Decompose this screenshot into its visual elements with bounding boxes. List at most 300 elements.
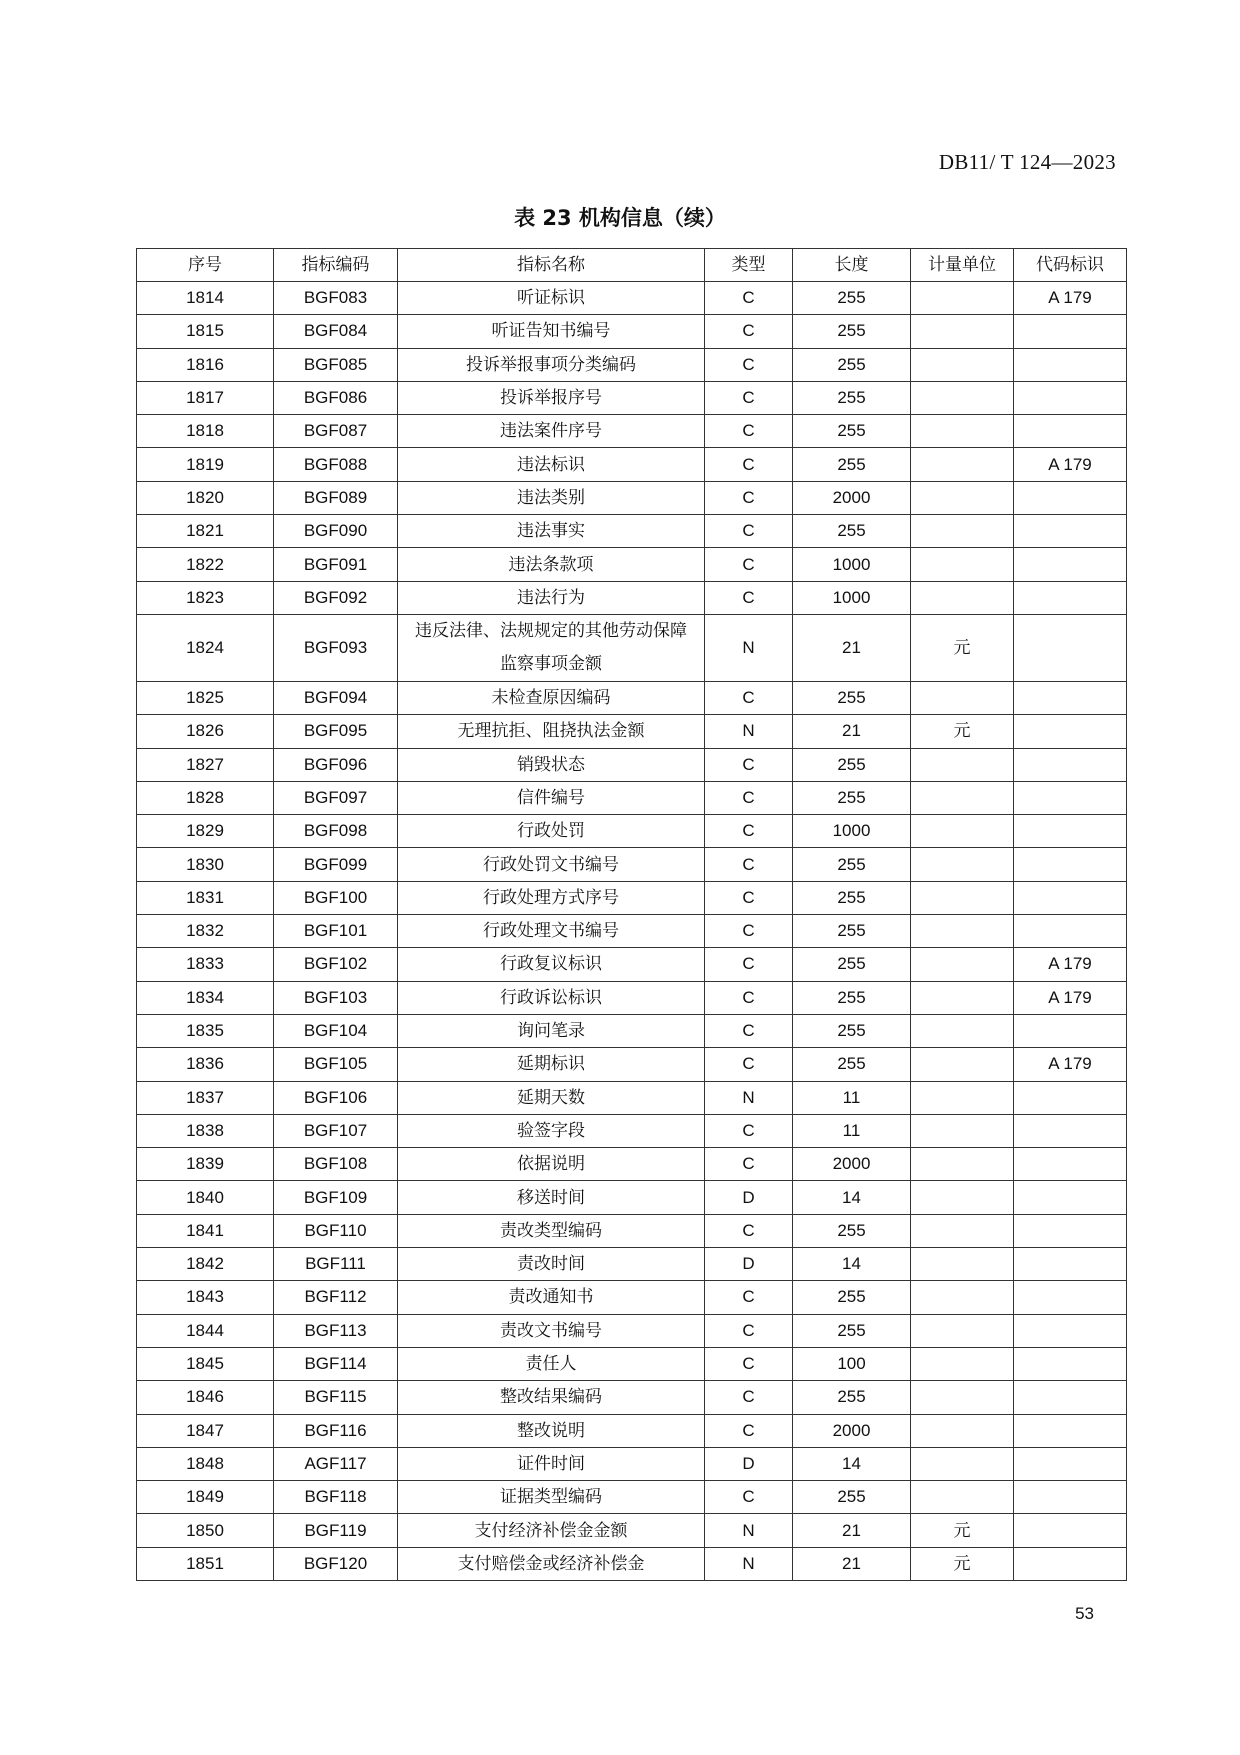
cell-unit [911, 448, 1014, 481]
cell-name: 整改结果编码 [398, 1381, 705, 1414]
cell-code: BGF103 [274, 981, 398, 1014]
cell-length: 1000 [793, 548, 911, 581]
cell-index: 1829 [137, 815, 274, 848]
cell-code-id [1014, 1381, 1127, 1414]
cell-unit [911, 1114, 1014, 1147]
column-header-code: 指标编码 [274, 249, 398, 282]
cell-index: 1842 [137, 1248, 274, 1281]
cell-code: BGF111 [274, 1248, 398, 1281]
cell-code-id [1014, 881, 1127, 914]
table-title: 表 23 机构信息（续） [514, 206, 726, 230]
cell-code-id [1014, 915, 1127, 948]
cell-code-id [1014, 614, 1127, 681]
cell-length: 255 [793, 415, 911, 448]
cell-length: 21 [793, 715, 911, 748]
cell-name: 责任人 [398, 1347, 705, 1380]
cell-type: C [705, 881, 793, 914]
cell-length: 21 [793, 614, 911, 681]
cell-unit [911, 1414, 1014, 1447]
cell-index: 1816 [137, 348, 274, 381]
cell-unit [911, 1447, 1014, 1480]
cell-unit [911, 1481, 1014, 1514]
cell-index: 1832 [137, 915, 274, 948]
cell-code-id [1014, 1114, 1127, 1147]
cell-unit [911, 915, 1014, 948]
cell-code: BGF108 [274, 1148, 398, 1181]
table-row [137, 881, 1127, 914]
cell-name: 违法行为 [398, 581, 705, 614]
cell-name: 无理抗拒、阻挠执法金额 [398, 715, 705, 748]
cell-type: C [705, 681, 793, 714]
column-header-code-id: 代码标识 [1014, 249, 1127, 282]
cell-code-id [1014, 1281, 1127, 1314]
cell-index: 1844 [137, 1314, 274, 1347]
cell-name: 销毁状态 [398, 748, 705, 781]
cell-index: 1835 [137, 1014, 274, 1047]
cell-index: 1817 [137, 381, 274, 414]
table-row [137, 1547, 1127, 1580]
cell-index: 1843 [137, 1281, 274, 1314]
cell-name: 信件编号 [398, 781, 705, 814]
cell-code-id [1014, 1447, 1127, 1480]
cell-type: D [705, 1447, 793, 1480]
cell-type: C [705, 1281, 793, 1314]
table-row [137, 915, 1127, 948]
cell-length: 255 [793, 948, 911, 981]
cell-code-id [1014, 1081, 1127, 1114]
cell-type: C [705, 1347, 793, 1380]
cell-code: BGF087 [274, 415, 398, 448]
cell-index: 1824 [137, 614, 274, 681]
cell-unit [911, 415, 1014, 448]
data-table-container [136, 248, 1126, 1581]
cell-code-id [1014, 1414, 1127, 1447]
cell-code: BGF101 [274, 915, 398, 948]
cell-name: 支付赔偿金或经济补偿金 [398, 1547, 705, 1580]
cell-name: 行政诉讼标识 [398, 981, 705, 1014]
table-row [137, 282, 1127, 315]
cell-unit [911, 881, 1014, 914]
cell-name: 行政处罚 [398, 815, 705, 848]
cell-code-id [1014, 715, 1127, 748]
cell-name: 责改文书编号 [398, 1314, 705, 1347]
table-row [137, 1214, 1127, 1247]
table-row [137, 681, 1127, 714]
column-header-name: 指标名称 [398, 249, 705, 282]
cell-length: 255 [793, 515, 911, 548]
cell-type: C [705, 448, 793, 481]
cell-length: 255 [793, 881, 911, 914]
cell-type: N [705, 1081, 793, 1114]
cell-length: 2000 [793, 1414, 911, 1447]
cell-code: BGF089 [274, 481, 398, 514]
cell-type: C [705, 1481, 793, 1514]
cell-unit: 元 [911, 614, 1014, 681]
cell-unit [911, 1081, 1014, 1114]
cell-unit [911, 981, 1014, 1014]
cell-code: BGF116 [274, 1414, 398, 1447]
table-row [137, 948, 1127, 981]
cell-name: 违法条款项 [398, 548, 705, 581]
table-row [137, 1481, 1127, 1514]
cell-name: 听证标识 [398, 282, 705, 315]
table-row [137, 614, 1127, 681]
cell-code-id [1014, 1481, 1127, 1514]
cell-code: BGF083 [274, 282, 398, 315]
cell-code-id [1014, 315, 1127, 348]
cell-name: 证件时间 [398, 1447, 705, 1480]
cell-index: 1848 [137, 1447, 274, 1480]
cell-code: BGF115 [274, 1381, 398, 1414]
cell-code: BGF120 [274, 1547, 398, 1580]
cell-name: 违法事实 [398, 515, 705, 548]
cell-unit: 元 [911, 715, 1014, 748]
cell-name: 责改通知书 [398, 1281, 705, 1314]
cell-index: 1834 [137, 981, 274, 1014]
cell-name: 未检查原因编码 [398, 681, 705, 714]
cell-length: 255 [793, 1048, 911, 1081]
cell-length: 11 [793, 1081, 911, 1114]
table-row [137, 415, 1127, 448]
cell-type: C [705, 1114, 793, 1147]
cell-type: D [705, 1248, 793, 1281]
cell-length: 21 [793, 1547, 911, 1580]
cell-name: 支付经济补偿金金额 [398, 1514, 705, 1547]
cell-type: C [705, 815, 793, 848]
cell-code-id [1014, 1014, 1127, 1047]
column-header-unit: 计量单位 [911, 249, 1014, 282]
cell-index: 1846 [137, 1381, 274, 1414]
cell-length: 255 [793, 1214, 911, 1247]
table-row [137, 1314, 1127, 1347]
cell-type: C [705, 1414, 793, 1447]
cell-code: BGF091 [274, 548, 398, 581]
cell-name: 依据说明 [398, 1148, 705, 1181]
cell-type: N [705, 614, 793, 681]
cell-unit [911, 815, 1014, 848]
cell-unit [911, 381, 1014, 414]
table-row [137, 781, 1127, 814]
cell-type: D [705, 1181, 793, 1214]
table-row [137, 448, 1127, 481]
table-row [137, 515, 1127, 548]
cell-unit [911, 1281, 1014, 1314]
cell-type: C [705, 515, 793, 548]
cell-unit [911, 481, 1014, 514]
table-row [137, 581, 1127, 614]
table-row [137, 1414, 1127, 1447]
cell-index: 1818 [137, 415, 274, 448]
cell-length: 255 [793, 1314, 911, 1347]
cell-index: 1837 [137, 1081, 274, 1114]
cell-index: 1827 [137, 748, 274, 781]
cell-index: 1815 [137, 315, 274, 348]
cell-code-id [1014, 1347, 1127, 1380]
cell-index: 1851 [137, 1547, 274, 1580]
cell-code: BGF113 [274, 1314, 398, 1347]
cell-unit [911, 1048, 1014, 1081]
cell-index: 1819 [137, 448, 274, 481]
cell-code-id [1014, 1314, 1127, 1347]
cell-code-id [1014, 348, 1127, 381]
cell-name: 投诉举报事项分类编码 [398, 348, 705, 381]
cell-unit: 元 [911, 1547, 1014, 1580]
cell-type: C [705, 1381, 793, 1414]
table-row [137, 1347, 1127, 1380]
cell-name: 责改类型编码 [398, 1214, 705, 1247]
cell-unit [911, 1148, 1014, 1181]
cell-name: 投诉举报序号 [398, 381, 705, 414]
cell-length: 255 [793, 681, 911, 714]
cell-index: 1823 [137, 581, 274, 614]
cell-unit [911, 781, 1014, 814]
cell-type: C [705, 581, 793, 614]
cell-unit: 元 [911, 1514, 1014, 1547]
cell-code: BGF109 [274, 1181, 398, 1214]
cell-type: C [705, 781, 793, 814]
cell-unit [911, 1248, 1014, 1281]
cell-unit [911, 1381, 1014, 1414]
cell-index: 1849 [137, 1481, 274, 1514]
cell-type: C [705, 1048, 793, 1081]
table-row [137, 548, 1127, 581]
cell-name: 听证告知书编号 [398, 315, 705, 348]
table-row [137, 1114, 1127, 1147]
cell-type: C [705, 381, 793, 414]
cell-length: 255 [793, 448, 911, 481]
cell-code-id [1014, 1514, 1127, 1547]
column-header-type: 类型 [705, 249, 793, 282]
cell-name: 延期标识 [398, 1048, 705, 1081]
cell-type: C [705, 915, 793, 948]
cell-name: 违法标识 [398, 448, 705, 481]
cell-code-id [1014, 748, 1127, 781]
cell-code-id [1014, 515, 1127, 548]
cell-unit [911, 581, 1014, 614]
cell-code-id [1014, 1214, 1127, 1247]
table-row [137, 1048, 1127, 1081]
cell-code: BGF093 [274, 614, 398, 681]
cell-index: 1845 [137, 1347, 274, 1380]
table-row [137, 1181, 1127, 1214]
cell-length: 255 [793, 748, 911, 781]
cell-code: BGF105 [274, 1048, 398, 1081]
cell-index: 1826 [137, 715, 274, 748]
cell-unit [911, 748, 1014, 781]
cell-index: 1814 [137, 282, 274, 315]
cell-type: C [705, 348, 793, 381]
cell-type: C [705, 1148, 793, 1181]
cell-unit [911, 848, 1014, 881]
cell-name: 证据类型编码 [398, 1481, 705, 1514]
cell-code: BGF086 [274, 381, 398, 414]
cell-length: 255 [793, 1014, 911, 1047]
cell-name: 行政处理方式序号 [398, 881, 705, 914]
cell-length: 1000 [793, 581, 911, 614]
table-row [137, 315, 1127, 348]
table-row [137, 1081, 1127, 1114]
table-row [137, 1381, 1127, 1414]
cell-code-id [1014, 681, 1127, 714]
cell-name: 违法案件序号 [398, 415, 705, 448]
table-row [137, 848, 1127, 881]
cell-length: 255 [793, 381, 911, 414]
cell-code: BGF090 [274, 515, 398, 548]
cell-length: 255 [793, 915, 911, 948]
cell-unit [911, 1181, 1014, 1214]
cell-type: C [705, 748, 793, 781]
cell-code-id: A 179 [1014, 448, 1127, 481]
cell-type: C [705, 1014, 793, 1047]
cell-code: BGF118 [274, 1481, 398, 1514]
cell-length: 14 [793, 1248, 911, 1281]
cell-length: 11 [793, 1114, 911, 1147]
table-row [137, 748, 1127, 781]
cell-name: 移送时间 [398, 1181, 705, 1214]
cell-code-id [1014, 481, 1127, 514]
cell-code-id: A 179 [1014, 1048, 1127, 1081]
cell-index: 1833 [137, 948, 274, 981]
cell-length: 14 [793, 1181, 911, 1214]
cell-type: N [705, 1514, 793, 1547]
cell-type: C [705, 981, 793, 1014]
cell-length: 14 [793, 1447, 911, 1480]
cell-code-id [1014, 581, 1127, 614]
cell-index: 1830 [137, 848, 274, 881]
cell-unit [911, 348, 1014, 381]
cell-name: 整改说明 [398, 1414, 705, 1447]
cell-code: BGF102 [274, 948, 398, 981]
cell-length: 2000 [793, 481, 911, 514]
cell-code-id [1014, 1148, 1127, 1181]
cell-code: BGF112 [274, 1281, 398, 1314]
cell-code-id [1014, 815, 1127, 848]
cell-code-id [1014, 781, 1127, 814]
cell-index: 1838 [137, 1114, 274, 1147]
table-row [137, 1248, 1127, 1281]
cell-code: BGF099 [274, 848, 398, 881]
cell-type: C [705, 1314, 793, 1347]
cell-name: 询问笔录 [398, 1014, 705, 1047]
column-header-index: 序号 [137, 249, 274, 282]
cell-length: 255 [793, 1481, 911, 1514]
cell-type: N [705, 1547, 793, 1580]
cell-code-id [1014, 1181, 1127, 1214]
cell-code-id [1014, 548, 1127, 581]
cell-code-id [1014, 1547, 1127, 1580]
cell-unit [911, 1214, 1014, 1247]
cell-index: 1831 [137, 881, 274, 914]
table-row [137, 715, 1127, 748]
column-header-length: 长度 [793, 249, 911, 282]
cell-code: BGF104 [274, 1014, 398, 1047]
cell-length: 100 [793, 1347, 911, 1380]
cell-unit [911, 548, 1014, 581]
cell-length: 21 [793, 1514, 911, 1547]
table-header-row [137, 249, 1127, 282]
cell-name: 行政处理文书编号 [398, 915, 705, 948]
cell-name: 行政复议标识 [398, 948, 705, 981]
cell-length: 255 [793, 1381, 911, 1414]
cell-code-id: A 179 [1014, 948, 1127, 981]
cell-name: 责改时间 [398, 1248, 705, 1281]
cell-length: 255 [793, 348, 911, 381]
cell-length: 255 [793, 315, 911, 348]
cell-length: 1000 [793, 815, 911, 848]
cell-index: 1836 [137, 1048, 274, 1081]
cell-index: 1841 [137, 1214, 274, 1247]
cell-name: 验签字段 [398, 1114, 705, 1147]
cell-type: C [705, 848, 793, 881]
cell-type: N [705, 715, 793, 748]
cell-type: C [705, 282, 793, 315]
table-row [137, 815, 1127, 848]
cell-unit [911, 681, 1014, 714]
cell-index: 1847 [137, 1414, 274, 1447]
cell-code-id [1014, 415, 1127, 448]
cell-code: BGF119 [274, 1514, 398, 1547]
cell-length: 255 [793, 282, 911, 315]
table-row [137, 1447, 1127, 1480]
cell-code: BGF088 [274, 448, 398, 481]
cell-code: BGF114 [274, 1347, 398, 1380]
cell-length: 255 [793, 781, 911, 814]
cell-index: 1850 [137, 1514, 274, 1547]
cell-code: BGF110 [274, 1214, 398, 1247]
cell-index: 1828 [137, 781, 274, 814]
cell-length: 255 [793, 981, 911, 1014]
cell-unit [911, 1347, 1014, 1380]
cell-unit [911, 1314, 1014, 1347]
cell-unit [911, 1014, 1014, 1047]
cell-index: 1820 [137, 481, 274, 514]
cell-type: C [705, 548, 793, 581]
cell-type: C [705, 481, 793, 514]
table-row [137, 1148, 1127, 1181]
cell-code: BGF084 [274, 315, 398, 348]
cell-code: BGF106 [274, 1081, 398, 1114]
cell-code: BGF100 [274, 881, 398, 914]
cell-length: 255 [793, 848, 911, 881]
cell-code-id [1014, 848, 1127, 881]
cell-code-id: A 179 [1014, 282, 1127, 315]
cell-type: C [705, 415, 793, 448]
cell-code: BGF085 [274, 348, 398, 381]
cell-unit [911, 515, 1014, 548]
cell-code: BGF107 [274, 1114, 398, 1147]
table-row [137, 481, 1127, 514]
cell-length: 2000 [793, 1148, 911, 1181]
cell-type: C [705, 1214, 793, 1247]
cell-type: C [705, 315, 793, 348]
cell-name: 延期天数 [398, 1081, 705, 1114]
table-row [137, 981, 1127, 1014]
cell-type: C [705, 948, 793, 981]
cell-code: BGF097 [274, 781, 398, 814]
cell-code: BGF092 [274, 581, 398, 614]
cell-code-id [1014, 381, 1127, 414]
cell-name: 行政处罚文书编号 [398, 848, 705, 881]
cell-code: AGF117 [274, 1447, 398, 1480]
cell-code-id: A 179 [1014, 981, 1127, 1014]
cell-unit [911, 948, 1014, 981]
cell-name: 违法类别 [398, 481, 705, 514]
indicator-table [136, 248, 1127, 1581]
table-row [137, 1281, 1127, 1314]
table-row [137, 1514, 1127, 1547]
cell-name: 违反法律、法规规定的其他劳动保障监察事项金额 [398, 614, 705, 681]
cell-code: BGF094 [274, 681, 398, 714]
